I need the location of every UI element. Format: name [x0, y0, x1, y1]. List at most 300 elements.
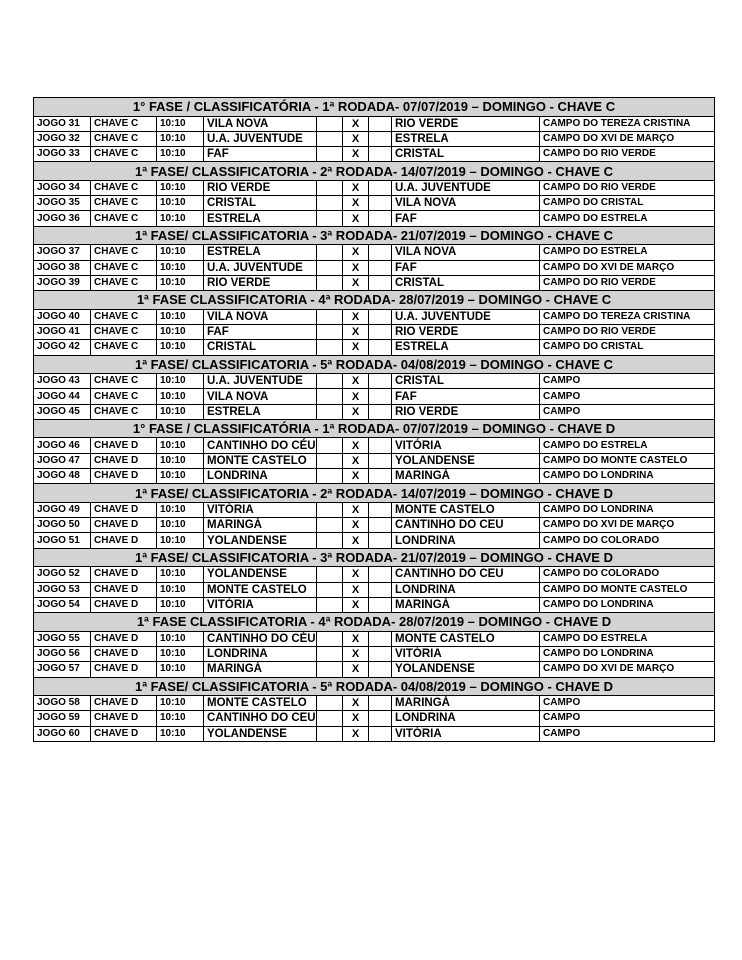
away-team: FAF [392, 211, 540, 226]
group-label: CHAVE C [91, 211, 157, 226]
versus-mark: X [343, 582, 369, 597]
venue: CAMPO DO XVI DE MARÇO [540, 131, 715, 146]
home-score-cell [317, 116, 343, 131]
versus-mark: X [343, 726, 369, 741]
away-team: VITÓRIA [392, 438, 540, 453]
match-time: 10:10 [157, 211, 204, 226]
venue: CAMPO DO LONDRINA [540, 469, 715, 484]
group-label: CHAVE D [91, 502, 157, 517]
round-title: 1ª FASE CLASSIFICATORIA - 4ª RODADA- 28/07/2019 – DOMINGO - CHAVE C [34, 291, 715, 310]
round-header-row [34, 291, 715, 310]
match-number: JOGO 51 [34, 533, 91, 548]
home-score-cell [317, 662, 343, 677]
round-title: 1ª FASE/ CLASSIFICATORIA - 3ª RODADA- 21/07/2019 – DOMINGO - CHAVE C [34, 226, 715, 245]
match-time: 10:10 [157, 582, 204, 597]
home-team: U.A. JUVENTUDE [204, 131, 317, 146]
group-label: CHAVE C [91, 196, 157, 211]
away-team: MONTE CASTELO [392, 502, 540, 517]
home-score-cell [317, 502, 343, 517]
versus-mark: X [343, 631, 369, 646]
match-row [34, 696, 715, 711]
venue: CAMPO DO ESTRELA [540, 245, 715, 260]
away-team: RIO VERDE [392, 324, 540, 339]
home-score-cell [317, 726, 343, 741]
away-score-cell [369, 116, 392, 131]
match-row [34, 131, 715, 146]
home-score-cell [317, 597, 343, 612]
match-time: 10:10 [157, 147, 204, 162]
away-team: MARINGÁ [392, 469, 540, 484]
round-title: 1ª FASE/ CLASSIFICATORIA - 2ª RODADA- 14/07/2019 – DOMINGO - CHAVE D [34, 484, 715, 503]
home-team: LONDRINA [204, 469, 317, 484]
match-time: 10:10 [157, 438, 204, 453]
venue: CAMPO DO LONDRINA [540, 597, 715, 612]
match-number: JOGO 36 [34, 211, 91, 226]
match-time: 10:10 [157, 131, 204, 146]
home-score-cell [317, 646, 343, 661]
group-label: CHAVE C [91, 374, 157, 389]
group-label: CHAVE C [91, 340, 157, 355]
versus-mark: X [343, 597, 369, 612]
group-label: CHAVE C [91, 260, 157, 275]
group-label: CHAVE D [91, 646, 157, 661]
away-team: MARINGÁ [392, 597, 540, 612]
match-number: JOGO 34 [34, 180, 91, 195]
match-row [34, 631, 715, 646]
group-label: CHAVE D [91, 438, 157, 453]
home-team: VILA NOVA [204, 309, 317, 324]
home-score-cell [317, 340, 343, 355]
match-row [34, 711, 715, 726]
venue: CAMPO [540, 389, 715, 404]
match-time: 10:10 [157, 180, 204, 195]
group-label: CHAVE D [91, 518, 157, 533]
away-score-cell [369, 245, 392, 260]
match-row [34, 518, 715, 533]
away-score-cell [369, 260, 392, 275]
match-number: JOGO 56 [34, 646, 91, 661]
away-score-cell [369, 196, 392, 211]
away-team: MONTE CASTELO [392, 631, 540, 646]
away-score-cell [369, 662, 392, 677]
versus-mark: X [343, 324, 369, 339]
match-time: 10:10 [157, 309, 204, 324]
away-team: ESTRELA [392, 340, 540, 355]
venue: CAMPO DO ESTRELA [540, 211, 715, 226]
match-number: JOGO 59 [34, 711, 91, 726]
match-row [34, 567, 715, 582]
venue: CAMPO DO LONDRINA [540, 502, 715, 517]
group-label: CHAVE C [91, 116, 157, 131]
away-team: MARINGÁ [392, 696, 540, 711]
away-team: VITÓRIA [392, 726, 540, 741]
match-row [34, 196, 715, 211]
group-label: CHAVE D [91, 726, 157, 741]
home-team: MARINGÁ [204, 662, 317, 677]
home-score-cell [317, 180, 343, 195]
home-team: RIO VERDE [204, 180, 317, 195]
venue: CAMPO [540, 711, 715, 726]
away-team: LONDRINA [392, 711, 540, 726]
away-score-cell [369, 275, 392, 290]
match-number: JOGO 32 [34, 131, 91, 146]
away-team: FAF [392, 389, 540, 404]
away-score-cell [369, 340, 392, 355]
round-title: 1° FASE / CLASSIFICATÓRIA - 1ª RODADA- 07/07/2019 – DOMINGO - CHAVE D [34, 419, 715, 438]
venue: CAMPO DO MONTE CASTELO [540, 582, 715, 597]
match-number: JOGO 52 [34, 567, 91, 582]
venue: CAMPO DO LONDRINA [540, 646, 715, 661]
group-label: CHAVE C [91, 324, 157, 339]
versus-mark: X [343, 518, 369, 533]
match-number: JOGO 53 [34, 582, 91, 597]
away-team: VILA NOVA [392, 196, 540, 211]
group-label: CHAVE C [91, 309, 157, 324]
match-row [34, 211, 715, 226]
home-score-cell [317, 582, 343, 597]
home-score-cell [317, 147, 343, 162]
home-team: YOLANDENSE [204, 726, 317, 741]
away-team: CANTINHO DO CEU [392, 567, 540, 582]
away-team: CRISTAL [392, 147, 540, 162]
match-time: 10:10 [157, 245, 204, 260]
versus-mark: X [343, 196, 369, 211]
match-time: 10:10 [157, 374, 204, 389]
away-score-cell [369, 726, 392, 741]
away-team: VITÓRIA [392, 646, 540, 661]
round-title: 1ª FASE/ CLASSIFICATORIA - 5ª RODADA- 04/08/2019 – DOMINGO - CHAVE C [34, 355, 715, 374]
match-row [34, 582, 715, 597]
match-time: 10:10 [157, 502, 204, 517]
versus-mark: X [343, 260, 369, 275]
match-time: 10:10 [157, 453, 204, 468]
group-label: CHAVE D [91, 453, 157, 468]
versus-mark: X [343, 662, 369, 677]
home-team: CANTINHO DO CÉU [204, 438, 317, 453]
round-header-row [34, 677, 715, 696]
versus-mark: X [343, 147, 369, 162]
match-number: JOGO 37 [34, 245, 91, 260]
away-team: RIO VERDE [392, 404, 540, 419]
home-team: VILA NOVA [204, 389, 317, 404]
versus-mark: X [343, 453, 369, 468]
round-title: 1ª FASE CLASSIFICATORIA - 4ª RODADA- 28/07/2019 – DOMINGO - CHAVE D [34, 613, 715, 632]
versus-mark: X [343, 275, 369, 290]
match-row [34, 404, 715, 419]
away-team: LONDRINA [392, 533, 540, 548]
match-row [34, 726, 715, 741]
away-score-cell [369, 646, 392, 661]
match-time: 10:10 [157, 646, 204, 661]
away-team: VILA NOVA [392, 245, 540, 260]
home-score-cell [317, 567, 343, 582]
versus-mark: X [343, 116, 369, 131]
match-number: JOGO 55 [34, 631, 91, 646]
home-score-cell [317, 389, 343, 404]
match-number: JOGO 35 [34, 196, 91, 211]
away-score-cell [369, 582, 392, 597]
home-team: ESTRELA [204, 211, 317, 226]
home-team: CANTINHO DO CEU [204, 711, 317, 726]
venue: CAMPO DO XVI DE MARÇO [540, 260, 715, 275]
away-team: U.A. JUVENTUDE [392, 309, 540, 324]
match-number: JOGO 44 [34, 389, 91, 404]
away-score-cell [369, 711, 392, 726]
home-score-cell [317, 631, 343, 646]
home-team: VITÓRIA [204, 502, 317, 517]
match-time: 10:10 [157, 260, 204, 275]
match-number: JOGO 40 [34, 309, 91, 324]
away-score-cell [369, 469, 392, 484]
home-team: MONTE CASTELO [204, 582, 317, 597]
home-team: CRISTAL [204, 340, 317, 355]
match-number: JOGO 49 [34, 502, 91, 517]
versus-mark: X [343, 438, 369, 453]
venue: CAMPO DO XVI DE MARÇO [540, 662, 715, 677]
home-team: FAF [204, 147, 317, 162]
match-row [34, 245, 715, 260]
group-label: CHAVE D [91, 597, 157, 612]
round-header-row [34, 419, 715, 438]
versus-mark: X [343, 389, 369, 404]
venue: CAMPO DO RIO VERDE [540, 147, 715, 162]
match-time: 10:10 [157, 340, 204, 355]
versus-mark: X [343, 211, 369, 226]
venue: CAMPO [540, 374, 715, 389]
match-time: 10:10 [157, 518, 204, 533]
group-label: CHAVE C [91, 131, 157, 146]
match-row [34, 469, 715, 484]
venue: CAMPO [540, 404, 715, 419]
round-header-row [34, 98, 715, 117]
match-number: JOGO 43 [34, 374, 91, 389]
round-header-row [34, 613, 715, 632]
away-score-cell [369, 389, 392, 404]
home-team: CRISTAL [204, 196, 317, 211]
versus-mark: X [343, 180, 369, 195]
away-score-cell [369, 374, 392, 389]
versus-mark: X [343, 131, 369, 146]
group-label: CHAVE C [91, 275, 157, 290]
match-row [34, 340, 715, 355]
group-label: CHAVE D [91, 469, 157, 484]
home-score-cell [317, 324, 343, 339]
group-label: CHAVE C [91, 389, 157, 404]
match-row [34, 597, 715, 612]
home-score-cell [317, 211, 343, 226]
match-time: 10:10 [157, 711, 204, 726]
match-time: 10:10 [157, 469, 204, 484]
venue: CAMPO DO RIO VERDE [540, 275, 715, 290]
away-team: FAF [392, 260, 540, 275]
schedule-body [34, 98, 715, 742]
group-label: CHAVE D [91, 567, 157, 582]
away-score-cell [369, 518, 392, 533]
venue: CAMPO DO XVI DE MARÇO [540, 518, 715, 533]
venue: CAMPO DO ESTRELA [540, 438, 715, 453]
home-score-cell [317, 438, 343, 453]
match-row [34, 116, 715, 131]
match-row [34, 147, 715, 162]
home-team: CANTINHO DO CÉU [204, 631, 317, 646]
match-number: JOGO 31 [34, 116, 91, 131]
home-team: MONTE CASTELO [204, 696, 317, 711]
group-label: CHAVE D [91, 696, 157, 711]
venue: CAMPO DO RIO VERDE [540, 324, 715, 339]
home-team: RIO VERDE [204, 275, 317, 290]
match-number: JOGO 33 [34, 147, 91, 162]
away-score-cell [369, 147, 392, 162]
away-team: LONDRINA [392, 582, 540, 597]
match-time: 10:10 [157, 662, 204, 677]
group-label: CHAVE C [91, 180, 157, 195]
away-team: ESTRELA [392, 131, 540, 146]
away-team: CRISTAL [392, 374, 540, 389]
venue: CAMPO [540, 726, 715, 741]
venue: CAMPO DO COLORADO [540, 533, 715, 548]
versus-mark: X [343, 502, 369, 517]
match-time: 10:10 [157, 696, 204, 711]
versus-mark: X [343, 711, 369, 726]
match-row [34, 389, 715, 404]
away-score-cell [369, 180, 392, 195]
home-score-cell [317, 696, 343, 711]
home-team: YOLANDENSE [204, 533, 317, 548]
home-team: MARINGÁ [204, 518, 317, 533]
home-team: FAF [204, 324, 317, 339]
versus-mark: X [343, 469, 369, 484]
match-row [34, 324, 715, 339]
match-number: JOGO 58 [34, 696, 91, 711]
match-number: JOGO 46 [34, 438, 91, 453]
home-score-cell [317, 309, 343, 324]
home-score-cell [317, 404, 343, 419]
versus-mark: X [343, 374, 369, 389]
group-label: CHAVE C [91, 404, 157, 419]
group-label: CHAVE D [91, 711, 157, 726]
away-score-cell [369, 309, 392, 324]
venue: CAMPO DO ESTRELA [540, 631, 715, 646]
group-label: CHAVE D [91, 533, 157, 548]
round-title: 1° FASE / CLASSIFICATÓRIA - 1ª RODADA- 07/07/2019 – DOMINGO - CHAVE C [34, 98, 715, 117]
away-team: CRISTAL [392, 275, 540, 290]
venue: CAMPO [540, 696, 715, 711]
match-time: 10:10 [157, 567, 204, 582]
match-row [34, 260, 715, 275]
match-number: JOGO 48 [34, 469, 91, 484]
match-number: JOGO 41 [34, 324, 91, 339]
away-score-cell [369, 696, 392, 711]
group-label: CHAVE D [91, 662, 157, 677]
match-row [34, 646, 715, 661]
match-time: 10:10 [157, 116, 204, 131]
away-score-cell [369, 567, 392, 582]
home-team: U.A. JUVENTUDE [204, 374, 317, 389]
match-number: JOGO 50 [34, 518, 91, 533]
venue: CAMPO DO MONTE CASTELO [540, 453, 715, 468]
away-team: YOLANDENSE [392, 453, 540, 468]
match-number: JOGO 47 [34, 453, 91, 468]
venue: CAMPO DO TEREZA CRISTINA [540, 116, 715, 131]
home-team: YOLANDENSE [204, 567, 317, 582]
round-header-row [34, 162, 715, 181]
home-score-cell [317, 518, 343, 533]
match-row [34, 309, 715, 324]
round-header-row [34, 226, 715, 245]
venue: CAMPO DO TEREZA CRISTINA [540, 309, 715, 324]
away-team: YOLANDENSE [392, 662, 540, 677]
home-team: ESTRELA [204, 245, 317, 260]
match-number: JOGO 54 [34, 597, 91, 612]
match-time: 10:10 [157, 389, 204, 404]
match-time: 10:10 [157, 597, 204, 612]
schedule-table [33, 97, 715, 742]
match-time: 10:10 [157, 196, 204, 211]
match-row [34, 662, 715, 677]
match-time: 10:10 [157, 324, 204, 339]
venue: CAMPO DO RIO VERDE [540, 180, 715, 195]
round-title: 1ª FASE/ CLASSIFICATORIA - 5ª RODADA- 04/08/2019 – DOMINGO - CHAVE D [34, 677, 715, 696]
away-score-cell [369, 404, 392, 419]
match-number: JOGO 60 [34, 726, 91, 741]
home-team: VILA NOVA [204, 116, 317, 131]
group-label: CHAVE C [91, 245, 157, 260]
match-time: 10:10 [157, 726, 204, 741]
match-row [34, 180, 715, 195]
away-score-cell [369, 131, 392, 146]
venue: CAMPO DO CRISTAL [540, 196, 715, 211]
away-team: CANTINHO DO CEU [392, 518, 540, 533]
away-score-cell [369, 438, 392, 453]
away-score-cell [369, 631, 392, 646]
away-score-cell [369, 597, 392, 612]
home-score-cell [317, 374, 343, 389]
match-row [34, 502, 715, 517]
venue: CAMPO DO COLORADO [540, 567, 715, 582]
away-score-cell [369, 324, 392, 339]
match-row [34, 453, 715, 468]
match-time: 10:10 [157, 631, 204, 646]
match-time: 10:10 [157, 404, 204, 419]
round-title: 1ª FASE/ CLASSIFICATORIA - 3ª RODADA- 21/07/2019 – DOMINGO - CHAVE D [34, 548, 715, 567]
versus-mark: X [343, 404, 369, 419]
match-number: JOGO 39 [34, 275, 91, 290]
home-team: ESTRELA [204, 404, 317, 419]
home-team: U.A. JUVENTUDE [204, 260, 317, 275]
match-row [34, 438, 715, 453]
group-label: CHAVE D [91, 631, 157, 646]
away-score-cell [369, 502, 392, 517]
away-score-cell [369, 533, 392, 548]
home-score-cell [317, 245, 343, 260]
match-time: 10:10 [157, 275, 204, 290]
match-number: JOGO 42 [34, 340, 91, 355]
away-score-cell [369, 453, 392, 468]
round-header-row [34, 355, 715, 374]
home-team: LONDRINA [204, 646, 317, 661]
match-number: JOGO 38 [34, 260, 91, 275]
home-team: VITÓRIA [204, 597, 317, 612]
venue: CAMPO DO CRISTAL [540, 340, 715, 355]
home-score-cell [317, 533, 343, 548]
match-number: JOGO 57 [34, 662, 91, 677]
versus-mark: X [343, 309, 369, 324]
versus-mark: X [343, 567, 369, 582]
group-label: CHAVE D [91, 582, 157, 597]
versus-mark: X [343, 533, 369, 548]
home-score-cell [317, 453, 343, 468]
match-number: JOGO 45 [34, 404, 91, 419]
